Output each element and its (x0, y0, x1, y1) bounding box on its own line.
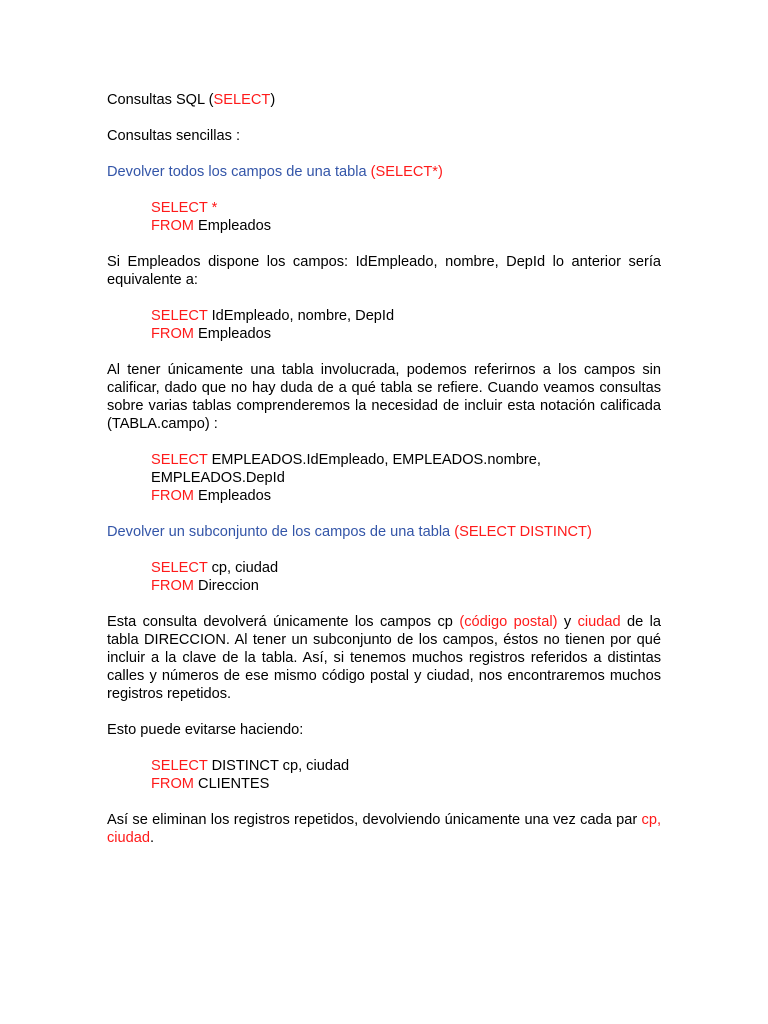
code-line (151, 577, 661, 595)
code-block-select-all (151, 199, 661, 235)
sql-keyword: FROM (151, 488, 194, 504)
paragraph-subset-explanation (107, 613, 661, 703)
sql-text: Empleados (193, 488, 272, 504)
highlighted-term: (código postal) (459, 614, 558, 630)
sql-text: CLIENTES (193, 776, 270, 792)
sql-text: Empleados (193, 326, 272, 342)
section-heading-keyword: (SELECT DISTINCT) (454, 524, 592, 540)
code-line (151, 199, 661, 217)
sql-text: DISTINCT cp, ciudad (207, 758, 350, 774)
document-page (107, 91, 661, 865)
sql-text: Direccion (193, 578, 259, 594)
sql-text: IdEmpleado, nombre, DepId (207, 308, 395, 324)
sql-keyword: SELECT (151, 560, 208, 576)
document-title (107, 91, 661, 109)
sql-keyword: SELECT (151, 758, 208, 774)
paragraph-avoid: Esto puede evitarse haciendo: (107, 722, 304, 738)
text-run: y (557, 614, 578, 630)
text-run: Así se eliminan los registros repetidos, devolviendo únicamente una vez cada par (107, 812, 642, 828)
sql-text: EMPLEADOS.IdEmpleado, EMPLEADOS.nombre, (207, 452, 541, 468)
paragraph-conclusion (107, 811, 661, 847)
highlighted-term: ciudad (577, 614, 621, 630)
sql-keyword: FROM (151, 218, 194, 234)
code-line (151, 451, 661, 469)
code-line (151, 559, 661, 577)
code-block-subset (151, 559, 661, 595)
code-line (151, 775, 661, 793)
code-line: EMPLEADOS.DepId (151, 470, 285, 486)
text-run: de la tabla DIRECCION. Al tener un subconjunto de los campos, éstos no tienen por qué incluir a la clave de la tabla. Así, si tenemos muchos registros referidos a distintas calles y números de ese mismo código postal y ciudad, nos encontraremos muchos registros repetidos. (107, 614, 661, 702)
section-heading-distinct (107, 523, 661, 541)
section-heading-text: Devolver todos los campos de una tabla (107, 164, 371, 180)
document-subtitle: Consultas sencillas : (107, 128, 241, 144)
code-block-explicit-fields (151, 307, 661, 343)
title-suffix: ) (270, 92, 276, 108)
paragraph-qualified-notation: Al tener únicamente una tabla involucrada, podemos referirnos a los campos sin calificar, dado que no hay duda de a qué tabla se refiere. Cuando veamos consultas sobre varias tablas comprenderemos la necesidad de incluir esta notación calificada (TABLA.campo) : (107, 362, 661, 432)
title-keyword: SELECT (213, 92, 271, 108)
code-block-qualified (151, 451, 661, 505)
code-line (151, 487, 661, 505)
highlighted-term: cp, ciudad (107, 812, 661, 846)
section-heading-keyword: (SELECT*) (370, 164, 443, 180)
sql-text: Empleados (193, 218, 272, 234)
code-line (151, 325, 661, 343)
sql-keyword: FROM (151, 776, 194, 792)
section-heading-text: Devolver un subconjunto de los campos de una tabla (107, 524, 455, 540)
text-run: . (150, 830, 155, 846)
title-prefix: Consultas SQL ( (107, 92, 214, 108)
sql-keyword: FROM (151, 326, 194, 342)
code-block-distinct (151, 757, 661, 793)
sql-keyword: SELECT (151, 452, 208, 468)
code-line (151, 307, 661, 325)
code-line (151, 757, 661, 775)
sql-text: cp, ciudad (207, 560, 279, 576)
code-line (151, 217, 661, 235)
sql-keyword: SELECT * (151, 200, 218, 216)
section-heading-select-all (107, 163, 661, 181)
sql-keyword: FROM (151, 578, 194, 594)
text-run: Esta consulta devolverá únicamente los campos cp (107, 614, 460, 630)
sql-keyword: SELECT (151, 308, 208, 324)
paragraph-equivalent: Si Empleados dispone los campos: IdEmpleado, nombre, DepId lo anterior sería equivalente a: (107, 254, 661, 288)
